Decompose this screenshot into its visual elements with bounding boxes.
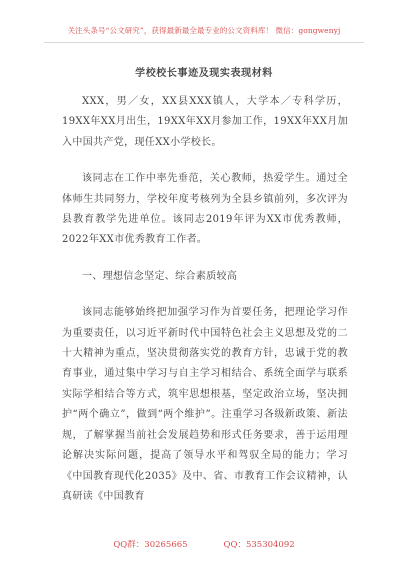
header-note: 关注头条号“公文研究”，获得最新最全最专业的公文资料库！ 微信：gongwenyj xyxy=(67,26,341,35)
document-title: 学校校长事迹及现实表现材料 xyxy=(135,68,273,79)
footer-qq: QQ：535304092 xyxy=(223,540,295,550)
section-heading: 一、理想信念坚定、综合素质较高 xyxy=(82,270,238,282)
header-divider xyxy=(44,42,364,43)
paragraph-summary: 该同志在工作中率先垂范，关心教师，热爱学生。通过全体师生共同努力，学校年度考核列为全县乡镇前列，多次评为县教育教学先进单位。该同志2019年评为XX市优秀教师，2022年XX市优秀教育工作者。 xyxy=(62,173,348,246)
paragraph-intro: XXX，男／女，XX县XXX镇人，大学本／专科学历，19XX年XX月出生，19XX年XX月参加工作，19XX年XX月加入中国共产党，现任XX小学校长。 xyxy=(62,96,348,148)
document-body xyxy=(62,92,348,523)
paragraph-section-body: 该同志能够始终把加强学习作为首要任务，把理论学习作为重要责任，以习近平新时代中国特色社会主义思想及党的二十大精神为重点，坚决贯彻落实党的教育方针，忠诚于党的教育事业，通过集中学习与自主学习相结合、系统全面学与联系实际学相结合等方式，筑牢思想根基，坚定政治立场，坚决拥护“两个确立”，做到“两个维护”。注重学习各级新政策、新法规，了解掌握当前社会发展趋势和形式任务要求，善于运用理论解决实际问题，提高了领导水平和驾驭全局的能力；学习《中国教育现代化2035》及中、省、市教育工作会议精神，认真研读《中国教育 xyxy=(62,307,348,502)
footer-contact xyxy=(0,538,408,550)
footer-qq-group: QQ群：30265665 xyxy=(113,540,188,550)
